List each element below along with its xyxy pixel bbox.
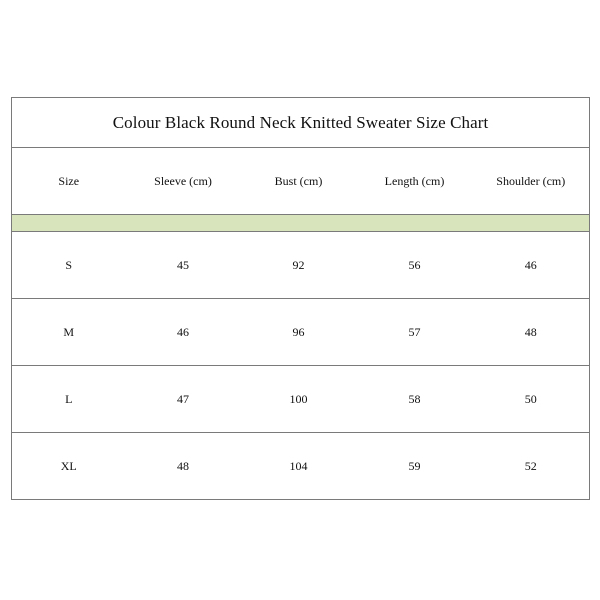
- cell-sleeve: 47: [126, 366, 241, 433]
- cell-sleeve: 48: [126, 433, 241, 500]
- cell-size: XL: [12, 433, 126, 500]
- size-chart-table: [11, 97, 590, 500]
- column-header-size: Size: [12, 148, 126, 215]
- column-header-length: Length (cm): [357, 148, 473, 215]
- cell-bust: 104: [241, 433, 357, 500]
- divider-band-cell: [12, 215, 590, 232]
- green-divider-band: [12, 215, 590, 232]
- chart-title: Colour Black Round Neck Knitted Sweater Size Chart: [12, 98, 590, 148]
- cell-shoulder: 48: [473, 299, 590, 366]
- cell-size: S: [12, 232, 126, 299]
- table-row: [12, 299, 590, 366]
- cell-length: 58: [357, 366, 473, 433]
- column-header-sleeve: Sleeve (cm): [126, 148, 241, 215]
- cell-bust: 96: [241, 299, 357, 366]
- cell-shoulder: 50: [473, 366, 590, 433]
- column-header-shoulder: Shoulder (cm): [473, 148, 590, 215]
- cell-length: 56: [357, 232, 473, 299]
- cell-bust: 92: [241, 232, 357, 299]
- cell-size: M: [12, 299, 126, 366]
- cell-length: 59: [357, 433, 473, 500]
- table-row: [12, 366, 590, 433]
- title-row: [12, 98, 590, 148]
- column-header-bust: Bust (cm): [241, 148, 357, 215]
- table-row: [12, 433, 590, 500]
- cell-bust: 100: [241, 366, 357, 433]
- table-row: [12, 232, 590, 299]
- cell-sleeve: 46: [126, 299, 241, 366]
- cell-shoulder: 46: [473, 232, 590, 299]
- cell-sleeve: 45: [126, 232, 241, 299]
- header-row: [12, 148, 590, 215]
- cell-shoulder: 52: [473, 433, 590, 500]
- cell-length: 57: [357, 299, 473, 366]
- cell-size: L: [12, 366, 126, 433]
